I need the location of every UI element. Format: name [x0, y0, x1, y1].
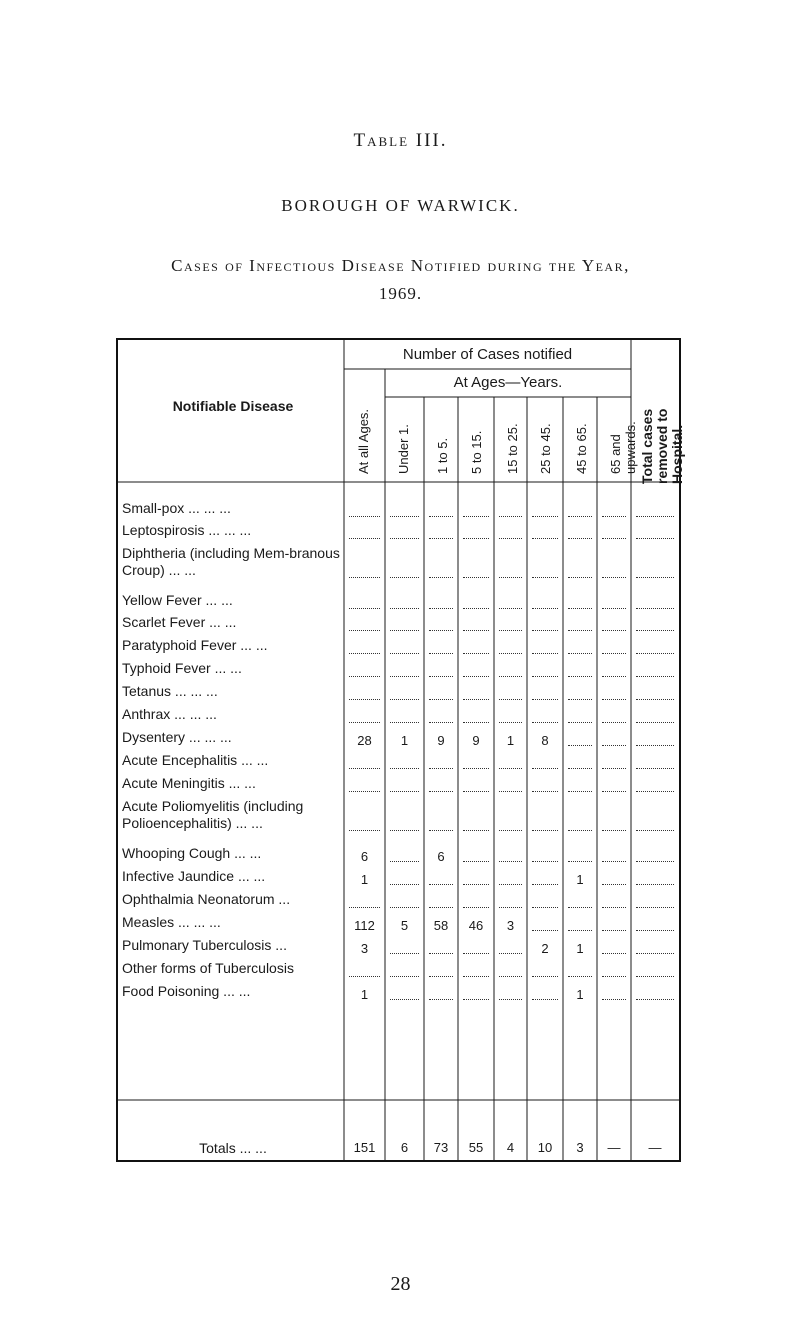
empty-cell-leader [602, 516, 626, 517]
table-label: Table III. [353, 130, 448, 151]
empty-cell-leader [499, 768, 522, 769]
row-label: Other forms of Tuberculosis [122, 960, 294, 976]
empty-cell-leader [429, 907, 453, 908]
table-cell: 2 [541, 941, 549, 956]
row-label: Acute Poliomyelitis (including Polioencephalitis) ... ... [122, 798, 304, 831]
empty-cell-leader [636, 953, 674, 954]
empty-cell-leader [636, 976, 674, 977]
empty-cell-leader [429, 791, 453, 792]
totals-cell: — [648, 1140, 662, 1155]
empty-cell-leader [568, 791, 592, 792]
empty-cell-leader [429, 608, 453, 609]
empty-cell-leader [463, 830, 489, 831]
empty-cell-leader [349, 676, 380, 677]
empty-cell-leader [532, 791, 558, 792]
empty-cell-leader [390, 608, 419, 609]
table-cell: 1 [506, 733, 515, 748]
empty-cell-leader [568, 577, 592, 578]
column-group-header: Number of Cases notified [402, 346, 573, 363]
empty-cell-leader [636, 516, 674, 517]
row-label: Acute Meningitis ... ... [122, 775, 256, 791]
empty-cell-leader [568, 745, 592, 746]
table-cell: 1 [576, 987, 584, 1002]
row-label: Dysentery ... ... ... [122, 729, 232, 745]
empty-cell-leader [349, 538, 380, 539]
empty-cell-leader [429, 830, 453, 831]
empty-cell-leader [429, 577, 453, 578]
empty-cell-leader [349, 768, 380, 769]
empty-cell-leader [636, 722, 674, 723]
empty-cell-leader [602, 768, 626, 769]
empty-cell-leader [532, 976, 558, 977]
empty-cell-leader [568, 830, 592, 831]
empty-cell-leader [429, 676, 453, 677]
empty-cell-leader [390, 699, 419, 700]
row-label: Paratyphoid Fever ... ... [122, 637, 268, 653]
empty-cell-leader [429, 976, 453, 977]
row-label: Ophthalmia Neonatorum ... [122, 891, 291, 907]
empty-cell-leader [390, 516, 419, 517]
empty-cell-leader [499, 722, 522, 723]
empty-cell-leader [349, 653, 380, 654]
empty-cell-leader [349, 577, 380, 578]
row-label: Small-pox ... ... ... [122, 500, 231, 516]
empty-cell-leader [349, 791, 380, 792]
empty-cell-leader [390, 676, 419, 677]
empty-cell-leader [463, 653, 489, 654]
totals-cell: 6 [400, 1140, 409, 1155]
empty-cell-leader [499, 577, 522, 578]
table-year: 1969. [378, 284, 423, 303]
empty-cell-leader [532, 538, 558, 539]
totals-cell: 3 [576, 1140, 584, 1155]
empty-cell-leader [636, 745, 674, 746]
empty-cell-leader [349, 516, 380, 517]
empty-cell-leader [568, 676, 592, 677]
empty-cell-leader [463, 976, 489, 977]
empty-cell-leader [568, 768, 592, 769]
empty-cell-leader [636, 768, 674, 769]
page-number: 28 [390, 1273, 411, 1295]
row-label: Yellow Fever ... ... [122, 592, 233, 608]
empty-cell-leader [390, 907, 419, 908]
empty-cell-leader [636, 930, 674, 931]
empty-cell-leader [602, 791, 626, 792]
empty-cell-leader [390, 577, 419, 578]
empty-cell-leader [532, 676, 558, 677]
table-cell: 1 [576, 872, 584, 887]
empty-cell-leader [463, 676, 489, 677]
empty-cell-leader [636, 999, 674, 1000]
empty-cell-leader [532, 884, 558, 885]
empty-cell-leader [636, 907, 674, 908]
empty-cell-leader [463, 884, 489, 885]
empty-cell-leader [568, 722, 592, 723]
empty-cell-leader [602, 676, 626, 677]
empty-cell-leader [602, 953, 626, 954]
empty-cell-leader [463, 768, 489, 769]
table-cell: 5 [400, 918, 409, 933]
empty-cell-leader [532, 653, 558, 654]
empty-cell-leader [636, 884, 674, 885]
empty-cell-leader [568, 861, 592, 862]
empty-cell-leader [499, 830, 522, 831]
empty-cell-leader [532, 861, 558, 862]
empty-cell-leader [636, 538, 674, 539]
empty-cell-leader [636, 676, 674, 677]
empty-cell-leader [568, 630, 592, 631]
empty-cell-leader [463, 608, 489, 609]
totals-cell: — [607, 1140, 621, 1155]
column-header-hospital: Total cases removed to Hospital. [639, 408, 685, 484]
column-header-age-3: 5 to 15. [469, 430, 484, 474]
empty-cell-leader [568, 538, 592, 539]
empty-cell-leader [463, 699, 489, 700]
empty-cell-leader [568, 516, 592, 517]
table-cell: 28 [357, 733, 372, 748]
row-label: Whooping Cough ... ... [122, 845, 262, 861]
empty-cell-leader [602, 976, 626, 977]
empty-cell-leader [568, 907, 592, 908]
empty-cell-leader [532, 577, 558, 578]
empty-cell-leader [532, 630, 558, 631]
empty-cell-leader [499, 999, 522, 1000]
totals-cell: 73 [433, 1140, 449, 1155]
empty-cell-leader [532, 699, 558, 700]
table-cell: 58 [433, 918, 449, 933]
empty-cell-leader [636, 861, 674, 862]
row-label: Anthrax ... ... ... [122, 706, 217, 722]
empty-cell-leader [532, 768, 558, 769]
table-cell: 1 [400, 733, 409, 748]
row-label: Typhoid Fever ... ... [122, 660, 242, 676]
row-label: Scarlet Fever ... ... [122, 614, 237, 630]
empty-cell-leader [463, 907, 489, 908]
empty-cell-leader [499, 538, 522, 539]
empty-cell-leader [349, 722, 380, 723]
empty-cell-leader [429, 768, 453, 769]
empty-cell-leader [602, 907, 626, 908]
empty-cell-leader [429, 630, 453, 631]
row-label: Acute Encephalitis ... ... [122, 752, 269, 768]
empty-cell-leader [532, 516, 558, 517]
empty-cell-leader [602, 745, 626, 746]
totals-cell: 4 [506, 1140, 515, 1155]
empty-cell-leader [463, 861, 489, 862]
empty-cell-leader [390, 830, 419, 831]
column-header-age-5: 25 to 45. [538, 423, 553, 474]
empty-cell-leader [499, 791, 522, 792]
table-cell: 9 [472, 733, 480, 748]
empty-cell-leader [636, 630, 674, 631]
borough-title: BOROUGH OF WARWICK. [281, 196, 520, 215]
empty-cell-leader [602, 538, 626, 539]
totals-cell: 151 [353, 1140, 376, 1155]
empty-cell-leader [568, 930, 592, 931]
empty-cell-leader [429, 699, 453, 700]
column-header-age-2: 1 to 5. [435, 437, 450, 474]
empty-cell-leader [636, 608, 674, 609]
column-header-all-ages: At all Ages. [356, 408, 371, 474]
table-cell: 6 [437, 849, 445, 864]
empty-cell-leader [463, 791, 489, 792]
empty-cell-leader [602, 722, 626, 723]
empty-cell-leader [499, 608, 522, 609]
empty-cell-leader [499, 907, 522, 908]
empty-cell-leader [602, 630, 626, 631]
row-label: Diphtheria (including Mem-branous Croup) ... ... [122, 545, 340, 578]
empty-cell-leader [636, 699, 674, 700]
age-group-header: At Ages—Years. [453, 374, 563, 391]
empty-cell-leader [349, 608, 380, 609]
empty-cell-leader [602, 930, 626, 931]
empty-cell-leader [532, 999, 558, 1000]
table-subtitle: Cases of Infectious Disease Notified during the Year, [171, 256, 630, 275]
empty-cell-leader [499, 516, 522, 517]
column-header-age-6: 45 to 65. [574, 423, 589, 474]
empty-cell-leader [390, 999, 419, 1000]
empty-cell-leader [463, 999, 489, 1000]
empty-cell-leader [463, 538, 489, 539]
empty-cell-leader [636, 577, 674, 578]
empty-cell-leader [390, 791, 419, 792]
empty-cell-leader [463, 577, 489, 578]
empty-cell-leader [463, 722, 489, 723]
column-header-age-7: 65 and upwards. [608, 421, 638, 474]
row-label: Food Poisoning ... ... [122, 983, 251, 999]
table-cell: 1 [360, 872, 369, 887]
empty-cell-leader [349, 830, 380, 831]
totals-cell: 55 [468, 1140, 484, 1155]
empty-cell-leader [532, 930, 558, 931]
empty-cell-leader [568, 699, 592, 700]
empty-cell-leader [390, 768, 419, 769]
empty-cell-leader [390, 722, 419, 723]
empty-cell-leader [499, 653, 522, 654]
empty-cell-leader [390, 653, 419, 654]
empty-cell-leader [390, 861, 419, 862]
empty-cell-leader [429, 516, 453, 517]
empty-cell-leader [568, 608, 592, 609]
empty-cell-leader [429, 999, 453, 1000]
row-label: Leptospirosis ... ... ... [122, 522, 252, 538]
empty-cell-leader [532, 830, 558, 831]
empty-cell-leader [602, 577, 626, 578]
empty-cell-leader [499, 953, 522, 954]
empty-cell-leader [463, 630, 489, 631]
empty-cell-leader [429, 953, 453, 954]
totals-label: Totals ... ... [199, 1140, 267, 1156]
empty-cell-leader [602, 830, 626, 831]
empty-cell-leader [429, 722, 453, 723]
empty-cell-leader [499, 861, 522, 862]
row-label: Infective Jaundice ... ... [122, 868, 266, 884]
empty-cell-leader [463, 953, 489, 954]
table-cell: 3 [506, 918, 515, 933]
empty-cell-leader [463, 516, 489, 517]
empty-cell-leader [390, 976, 419, 977]
empty-cell-leader [349, 907, 380, 908]
empty-cell-leader [568, 653, 592, 654]
empty-cell-leader [636, 653, 674, 654]
empty-cell-leader [499, 630, 522, 631]
empty-cell-leader [532, 722, 558, 723]
empty-cell-leader [602, 999, 626, 1000]
empty-cell-leader [499, 699, 522, 700]
empty-cell-leader [602, 884, 626, 885]
empty-cell-leader [349, 699, 380, 700]
empty-cell-leader [568, 976, 592, 977]
empty-cell-leader [390, 630, 419, 631]
empty-cell-leader [602, 608, 626, 609]
empty-cell-leader [636, 791, 674, 792]
table-cell: 8 [541, 733, 549, 748]
empty-cell-leader [602, 699, 626, 700]
empty-cell-leader [532, 907, 558, 908]
empty-cell-leader [532, 608, 558, 609]
table-cell: 46 [468, 918, 484, 933]
empty-cell-leader [429, 538, 453, 539]
empty-cell-leader [429, 884, 453, 885]
empty-cell-leader [499, 676, 522, 677]
empty-cell-leader [636, 830, 674, 831]
column-header-age-4: 15 to 25. [505, 423, 520, 474]
empty-cell-leader [499, 976, 522, 977]
empty-cell-leader [390, 884, 419, 885]
row-label: Tetanus ... ... ... [122, 683, 218, 699]
empty-cell-leader [390, 538, 419, 539]
table-cell: 1 [360, 987, 369, 1002]
empty-cell-leader [602, 861, 626, 862]
column-header-age-1: Under 1. [396, 424, 411, 474]
table-cell: 112 [354, 918, 375, 933]
totals-cell: 10 [537, 1140, 553, 1155]
empty-cell-leader [390, 953, 419, 954]
table-cell: 6 [360, 849, 369, 864]
empty-cell-leader [602, 653, 626, 654]
table-cell: 3 [360, 941, 369, 956]
table-cell: 9 [437, 733, 445, 748]
empty-cell-leader [349, 976, 380, 977]
empty-cell-leader [429, 653, 453, 654]
empty-cell-leader [349, 630, 380, 631]
empty-cell-leader [499, 884, 522, 885]
table-cell: 1 [576, 941, 584, 956]
column-header-disease: Notifiable Disease [172, 398, 294, 414]
row-label: Pulmonary Tuberculosis ... [122, 937, 287, 953]
row-label: Measles ... ... ... [122, 914, 221, 930]
